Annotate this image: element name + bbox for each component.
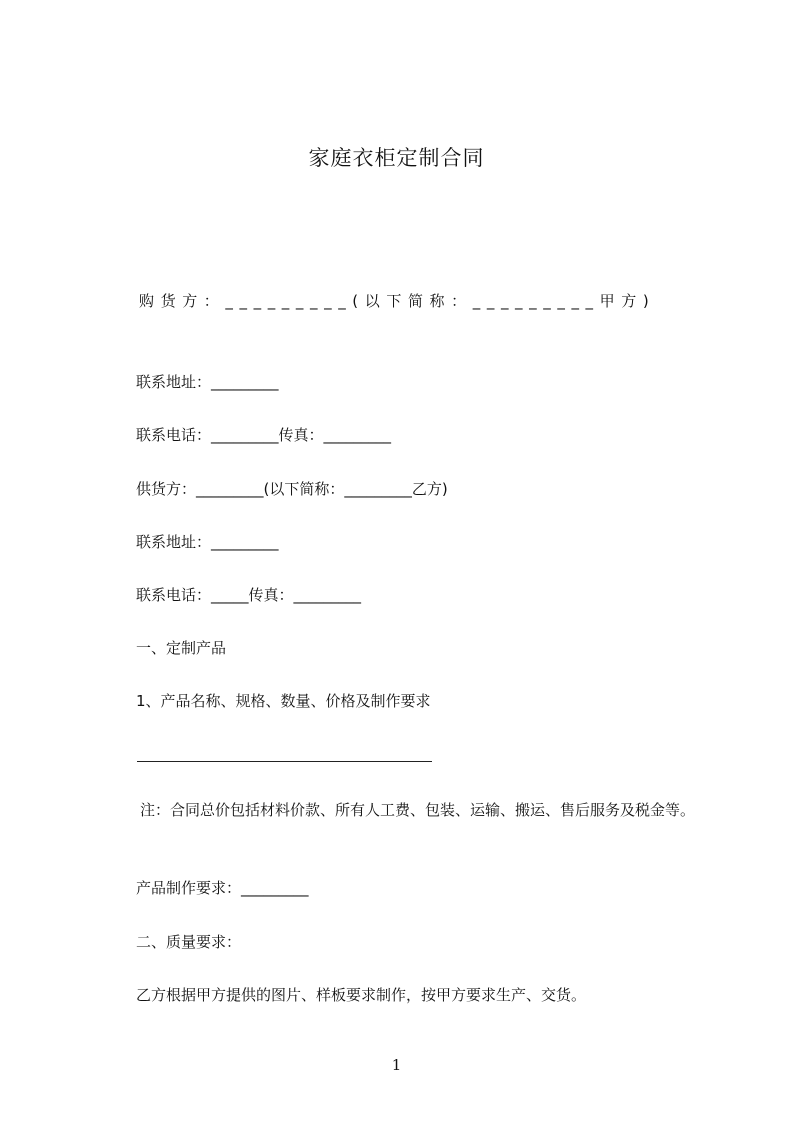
buyer-line: 购货方：_________(以下简称：_________甲方) xyxy=(139,292,656,310)
supplier-address: 联系地址：_________ xyxy=(136,533,279,551)
production-requirements: 产品制作要求：_________ xyxy=(136,879,309,897)
document-title: 家庭衣柜定制合同 xyxy=(308,146,485,170)
supplier-line: 供货方：_________(以下简称：_________乙方) xyxy=(136,480,448,498)
section2-heading: 二、质量要求： xyxy=(136,933,242,951)
section1-item1: 1、产品名称、规格、数量、价格及制作要求 xyxy=(136,692,431,710)
section1-heading: 一、定制产品 xyxy=(136,639,227,657)
price-note: 注：合同总价包括材料价款、所有人工费、包装、运输、搬运、售后服务及税金等。 xyxy=(140,801,696,819)
supplier-phone-fax: 联系电话：_____传真：_________ xyxy=(136,586,362,604)
blank-fill-line xyxy=(137,761,432,762)
page-number: 1 xyxy=(391,1056,402,1074)
section2-text: 乙方根据甲方提供的图片、样板要求制作，按甲方要求生产、交货。 xyxy=(136,986,587,1004)
buyer-address: 联系地址：_________ xyxy=(136,373,279,391)
buyer-phone-fax: 联系电话：_________传真：_________ xyxy=(136,426,392,444)
